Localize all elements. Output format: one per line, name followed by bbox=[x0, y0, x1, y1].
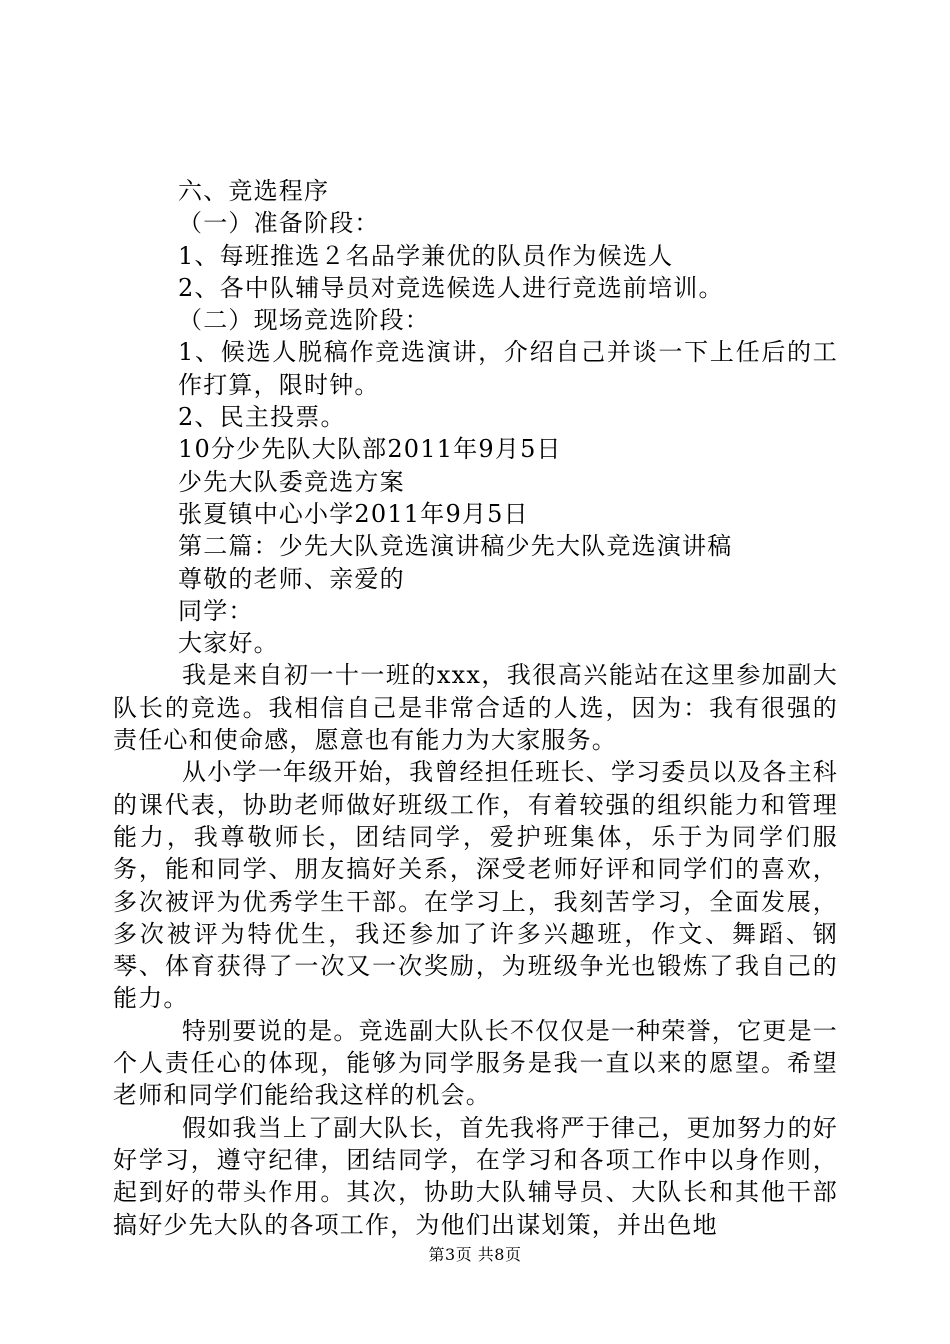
text-line: 2、各中队辅导员对竞选候选人进行竞选前培训。 bbox=[178, 273, 724, 302]
subsection-heading: （一）准备阶段： bbox=[178, 209, 380, 238]
chapter-heading: 第二篇：少先大队竞选演讲稿少先大队竞选演讲稿 bbox=[178, 532, 733, 561]
text-line: 1、每班推选２名品学兼优的队员作为候选人 bbox=[178, 241, 674, 270]
text-line: 少先大队委竞选方案 bbox=[178, 467, 405, 496]
text-line: 张夏镇中心小学2011年9月5日 bbox=[178, 499, 529, 528]
speech-paragraph: 特别要说的是。竞选副大队长不仅仅是一种荣誉，它更是一个人责任心的体现，能够为同学服务是我一直以来的愿望。希望老师和同学们能给我这样的机会。 bbox=[113, 1016, 838, 1110]
document-body bbox=[113, 175, 838, 1241]
page-number: 第3页 共8页 bbox=[428, 1245, 522, 1264]
speech-paragraph: 从小学一年级开始，我曾经担任班长、学习委员以及各主科的课代表，协助老师做好班级工作，有着较强的组织能力和管理能力，我尊敬师长，团结同学，爱护班集体，乐于为同学们服务，能和同学、朋友搞好关系，深受老师好评和同学们的喜欢，多次被评为优秀学生干部。在学习上，我刻苦学习，全面发展，多次被评为特优生，我还参加了许多兴趣班，作文、舞蹈、钢琴、体育获得了一次又一次奖励，为班级争光也锻炼了我自己的能力。 bbox=[113, 758, 838, 1013]
speech-paragraph: 假如我当上了副大队长，首先我将严于律己，更加努力的好好学习，遵守纪律，团结同学，在学习和各项工作中以身作则，起到好的带头作用。其次，协助大队辅导员、大队长和其他干部搞好少先大队的各项工作，为他们出谋划策，并出色地 bbox=[113, 1113, 838, 1239]
text-paragraph: 1、候选人脱稿作竞选演讲，介绍自己并谈一下上任后的工作打算，限时钟。 bbox=[178, 338, 838, 399]
subsection-heading: （二）现场竞选阶段： bbox=[178, 306, 430, 335]
salutation-line: 尊敬的老师、亲爱的 bbox=[178, 564, 405, 593]
text-line: 2、民主投票。 bbox=[178, 403, 346, 432]
greeting-line: 大家好。 bbox=[178, 629, 279, 658]
text-line: 10分少先队大队部2011年9月5日 bbox=[178, 435, 562, 464]
speech-paragraph: 我是来自初一十一班的xxx，我很高兴能站在这里参加副大队长的竞选。我相信自己是非常合适的人选，因为：我有很强的责任心和使命感，愿意也有能力为大家服务。 bbox=[113, 661, 838, 755]
section-heading: 六、竞选程序 bbox=[178, 177, 330, 205]
salutation-line: 同学： bbox=[178, 596, 254, 625]
